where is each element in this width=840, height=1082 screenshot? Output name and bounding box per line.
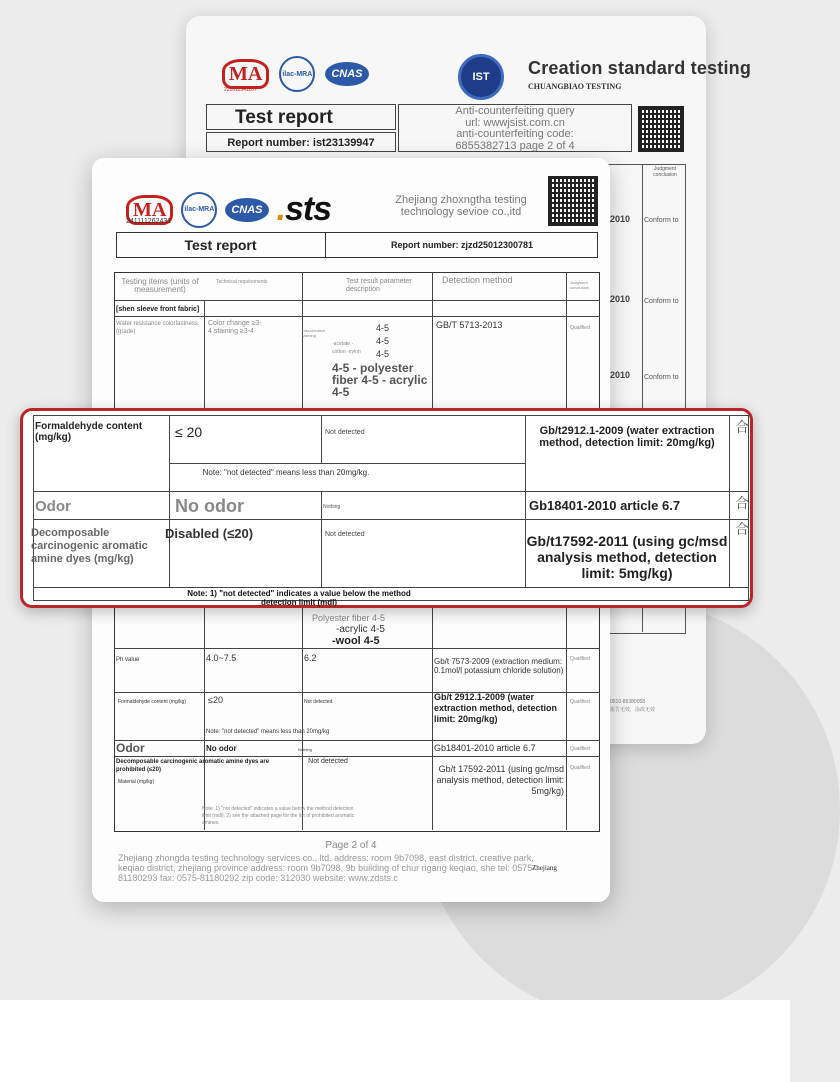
section-label: [shen sleeve front fabric]	[116, 306, 200, 313]
acrylic-result: -acrylic 4-5	[336, 624, 385, 635]
popup-row-line	[33, 519, 749, 520]
cma-logo: MA	[222, 59, 269, 89]
poly-result: Polyester fiber 4-5	[312, 613, 386, 623]
back-anti-counterfeit-box	[398, 104, 632, 152]
form-requirement: ≤20	[208, 695, 223, 705]
popup-row-line	[33, 587, 749, 588]
popup-odor-item: Odor	[35, 498, 71, 515]
popup-form-item: Formaldehyde content (mg/kg)	[35, 421, 143, 443]
back-footer-phone: 0510-86380058	[610, 699, 646, 705]
anti-line-4: 6855382713 page 2 of 4	[455, 139, 575, 152]
water-sub-labels: -acetate -cotton -nylon	[332, 341, 361, 355]
water-qualified: Qualified	[570, 325, 590, 331]
material-item: Material (mg/kg)	[118, 779, 155, 785]
ph-requirement: 4.0~7.5	[206, 653, 237, 663]
front-cma-number: 241111262431	[126, 218, 172, 225]
water-values: 4-5 4-5 4-5	[376, 323, 390, 359]
ph-item: Ph value	[116, 657, 140, 663]
popup-odor-req: No odor	[175, 496, 244, 516]
popup-note: Note: 1) "not detected" indicates a value below the method detection limit (mdl)	[187, 589, 411, 607]
back-brand-name: Creation standard testing	[528, 58, 752, 78]
ph-method: Gb/t 7573-2009 (extraction medium: 0.1mol/l potassium chloride solution)	[434, 657, 564, 675]
popup-col-line	[321, 415, 322, 463]
water-requirement: Color change ≥3-4 staining ≥3-4	[208, 320, 262, 335]
ph-qualified: Qualified	[570, 656, 590, 662]
water-poly-acrylic: 4-5 - polyester fiber 4-5 - acrylic 4-5	[332, 361, 428, 399]
form-qualified: Qualified	[570, 699, 590, 705]
popup-qualified-2: 合	[735, 496, 749, 512]
popup-form-req: ≤ 20	[175, 424, 203, 440]
front-report-title: Test report	[116, 232, 326, 258]
row-line	[114, 300, 600, 301]
front-cnas-logo: CNAS	[225, 198, 268, 222]
form-result: Not detected	[304, 699, 333, 705]
water-method: GB/T 5713-2013	[436, 320, 503, 330]
popup-form-result: Not detected	[325, 429, 365, 436]
odor-method: Gb18401-2010 article 6.7	[434, 743, 536, 753]
amine-method: Gb/t 17592-2011 (using gc/msd analysis method, detection limit: 5mg/kg)	[436, 764, 564, 796]
form-method: Gb/t 2912.1-2009 (water extraction method, detection limit: 20mg/kg)	[434, 692, 558, 724]
popup-col-line	[321, 491, 322, 587]
back-footer	[610, 698, 655, 714]
back-year-3: 2010	[610, 370, 631, 380]
front-qr-code	[548, 176, 598, 226]
popup-amine-result: Not detected	[325, 531, 365, 538]
back-judgment-header: Judgment conclusion	[653, 166, 677, 178]
header-items: Testing items (units of measurement)	[121, 277, 199, 294]
popup-amine-method: Gb/t17592-2011 (using gc/msd analysis method, detection limit: 5mg/kg)	[526, 533, 728, 581]
form-item: Formaldehyde content (mg/kg)	[118, 699, 187, 705]
header-method: Detection method	[442, 275, 513, 285]
popup-form-method: Gb/t2912.1-2009 (water extraction method, detection limit: 20mg/kg)	[539, 425, 715, 450]
back-conform-2: Conform to	[644, 298, 679, 305]
signature: Zhejiang	[532, 864, 557, 872]
popup-col-line	[729, 415, 730, 587]
amine-item: Decomposable carcinogenic aromatic amine dyes are prohibited (≤20)	[116, 759, 270, 773]
ph-result: 6.2	[304, 653, 317, 663]
header-judgment: Judgment conclusion	[570, 280, 589, 290]
ist-logo: IST	[458, 54, 504, 100]
popup-row-line	[169, 463, 525, 464]
page-number: Page 2 of 4	[325, 840, 377, 851]
anti-line-3: anti-counterfeiting code:	[456, 128, 574, 140]
background-bottom	[0, 1000, 790, 1082]
form-note: Note: "not detected" means less than 20mg/kg	[206, 729, 330, 735]
popup-form-note: Note: "not detected" means less than 20mg/kg.	[202, 468, 370, 477]
amine-result: Not detected	[308, 758, 348, 765]
ilac-mra-logo: ilac-MRA	[279, 56, 315, 92]
back-brand-sub: CHUANGBIAO TESTING	[528, 82, 622, 91]
back-year-2: 2010	[610, 294, 631, 304]
anti-line-2: url: wwwjsist.com.cn	[465, 116, 565, 129]
bottom-note: Note: 1) "not detected" indicates a value below the method detection limit (mdl). 2) see the attached page for the list of prohibited aromatic amines.	[202, 806, 355, 826]
popup-row-line	[33, 491, 749, 492]
back-conform-1: Conform to	[644, 217, 679, 224]
back-report-title: Test report	[206, 104, 396, 130]
cnas-logo: CNAS	[325, 62, 368, 86]
wool-result: -wool 4-5	[332, 635, 380, 647]
front-cma-logo: MA	[126, 195, 173, 225]
popup-amine-item: Decomposable carcinogenic aromatic amine dyes (mg/kg)	[31, 527, 148, 565]
back-qr-code	[638, 106, 684, 152]
anti-line-1: Anti-counterfeiting query	[455, 105, 575, 117]
popup-odor-result: Nothing	[323, 504, 341, 510]
popup-qualified-3: 合	[735, 522, 749, 538]
sts-logo: .sts	[276, 190, 332, 228]
front-company-name: Zhejiang zhoxngtha testing technology sevioe co.,itd	[395, 194, 527, 218]
row-line	[114, 740, 600, 741]
back-footer-note: 报告无效，涂改无效	[610, 707, 656, 713]
water-item: Water resistance colorfastness (grade)	[116, 321, 198, 335]
company-address: Zhejiang zhongda testing technology services co., ltd. address: room 9b7098, east district, creative park, keqiao district, zhejiang province address: room 9b7098, 9b building of chur rigang keqiao, she tel: 0575-81180293 fax: 0575-81180292 zip code: 312030 website: www.zdsts.c	[118, 853, 536, 883]
row-line	[114, 648, 600, 649]
popup-qualified-1: 合	[735, 420, 749, 436]
front-ilac-logo: ilac-MRA	[181, 192, 217, 228]
odor-requirement: No odor	[206, 744, 237, 753]
front-report-number: Report number: zjzd25012300781	[390, 240, 534, 250]
header-requirements: Technical requirements	[216, 279, 268, 285]
back-report-number: Report number: ist23139947	[206, 132, 396, 152]
popup-odor-method: Gb18401-2010 article 6.7	[529, 498, 681, 513]
back-year-1: 2010	[610, 214, 631, 224]
header-result: Test result parameter description	[346, 278, 412, 293]
row-line	[114, 316, 600, 317]
back-cma-number: 221011341107	[224, 87, 257, 93]
amine-qualified: Qualified	[570, 765, 590, 771]
row-line	[114, 756, 600, 757]
highlight-popup	[20, 408, 753, 608]
odor-item: Odor	[116, 741, 145, 755]
odor-qualified: Qualified	[570, 746, 590, 752]
back-conform-3: Conform to	[644, 374, 679, 381]
water-discoloration: Discoloration staining	[302, 328, 326, 338]
popup-amine-req: Disabled (≤20)	[165, 526, 254, 541]
odor-result: Nothing	[298, 747, 312, 752]
